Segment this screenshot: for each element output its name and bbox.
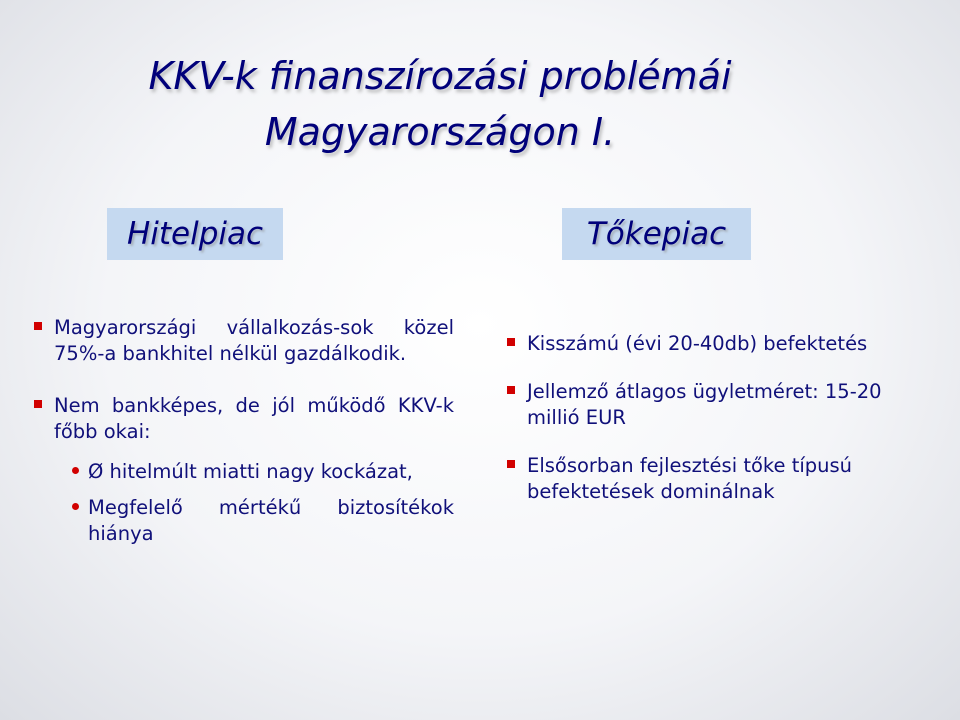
square-bullet-icon — [34, 322, 42, 330]
tab-hitelpiac: Hitelpiac — [107, 208, 283, 260]
square-bullet-icon — [34, 400, 42, 408]
square-bullet-icon — [507, 338, 515, 346]
slide-title — [60, 48, 820, 160]
slide-title-line-2: Magyarországon I. — [264, 110, 616, 154]
right-bullet-1-text: Kisszámú (évi 20-40db) befektetés — [527, 332, 868, 355]
square-bullet-icon — [507, 460, 515, 468]
list-item — [507, 331, 917, 357]
square-bullet-icon — [507, 386, 515, 394]
slide-title-line-1: KKV-k finanszírozási problémái — [148, 54, 732, 98]
round-bullet-icon — [72, 503, 79, 510]
right-bullet-3-text: Elsősorban fejlesztési tőke típusú befektetések dominálnak — [527, 454, 853, 503]
left-sub-2-text: Megfelelő mértékű biztosítékok hiánya — [88, 496, 454, 545]
tab-tokepiac: Tőkepiac — [562, 208, 751, 260]
round-bullet-icon — [72, 467, 79, 474]
list-item — [507, 379, 917, 431]
right-bullet-2-text: Jellemző átlagos ügyletméret: 15-20 millió EUR — [527, 380, 882, 429]
list-item — [34, 393, 454, 445]
list-item — [34, 459, 454, 485]
list-item — [507, 453, 917, 505]
left-sub-1-text: Ø hitelmúlt miatti nagy kockázat, — [88, 460, 413, 483]
left-column — [34, 315, 454, 547]
list-item — [34, 495, 454, 547]
list-item — [34, 315, 454, 367]
left-bullet-1-text: Magyarországi vállalkozás-sok közel 75%-a bankhitel nélkül gazdálkodik. — [54, 316, 454, 365]
left-bullet-2-text: Nem bankképes, de jól működő KKV-k főbb okai: — [54, 394, 454, 443]
right-column — [507, 331, 917, 527]
